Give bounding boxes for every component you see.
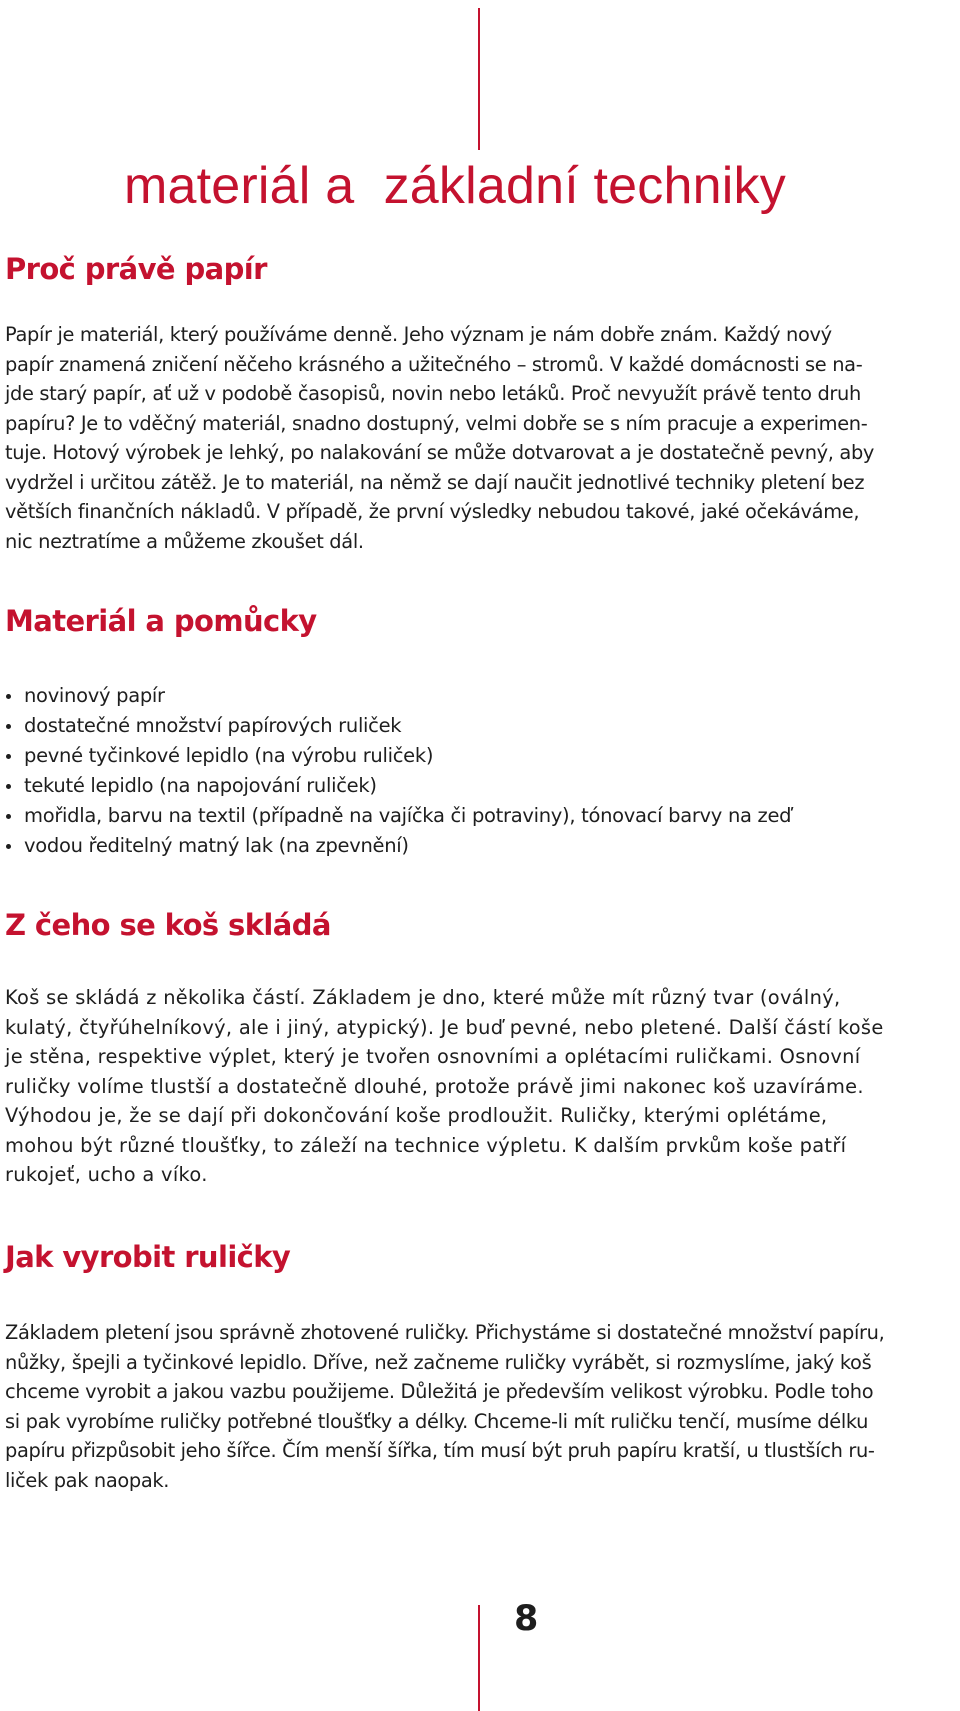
list-item-text: pevné tyčinkové lepidlo (na výrobu ruliček)	[24, 744, 434, 767]
list-item-text: vodou ředitelný matný lak (na zpevnění)	[24, 834, 409, 857]
paragraph-line: papíru? Je to vděčný materiál, snadno dostupný, velmi dobře se s ním pracuje a experimen-	[5, 411, 868, 435]
paragraph-z-ceho-se-kos-sklada	[5, 983, 960, 1190]
paragraph-line: je stěna, respektive výplet, který je tvořen osnovními a oplétacími ruličkami. Osnovní	[5, 1045, 861, 1068]
list-item-text: novinový papír	[24, 684, 165, 707]
paragraph-line: vydržel i určitou zátěž. Je to materiál, na němž se dají naučit jednotlivé techniky pletení bez	[5, 470, 865, 494]
list-item	[5, 741, 791, 771]
paragraph-line: Koš se skládá z několika částí. Základem je dno, které může mít různý tvar (oválný,	[5, 986, 841, 1009]
paragraph-line: větších finančních nákladů. V případě, že první výsledky nebudou takové, jaké očekáváme,	[5, 500, 860, 523]
section-heading-material-a-pomucky: Materiál a pomůcky	[5, 604, 317, 638]
list-item	[5, 681, 791, 711]
top-vertical-rule	[478, 8, 480, 150]
list-item-text: mořidla, barvu na textil (případně na vajíčka či potraviny), tónovací barvy na zeď	[24, 804, 792, 827]
bullet-icon	[6, 694, 11, 699]
section-heading-proc-prave-papir: Proč právě papír	[5, 252, 267, 286]
list-item	[5, 711, 791, 741]
section-heading-jak-vyrobit-rulicky: Jak vyrobit ruličky	[5, 1240, 291, 1274]
paragraph-line: kulatý, čtyřúhelníkový, ale i jiný, atypický). Je buď pevné, nebo pletené. Další částí koše	[5, 1015, 884, 1039]
paragraph-line: nic neztratíme a můžeme zkoušet dál.	[5, 529, 364, 553]
list-item-text: dostatečné množství papírových ruliček	[24, 714, 402, 737]
section-heading-z-ceho-se-kos-sklada: Z čeho se koš skládá	[5, 908, 331, 942]
bullet-icon	[6, 784, 11, 789]
paragraph-line: mohou být různé tloušťky, to záleží na technice výpletu. K dalším prvkům koše patří	[5, 1133, 847, 1157]
paragraph-line: rukojeť, ucho a víko.	[5, 1163, 208, 1186]
paragraph-line: Výhodou je, že se dají při dokončování koše prodloužit. Ruličky, kterými oplétáme,	[5, 1104, 828, 1127]
bullet-icon	[6, 814, 11, 819]
paragraph-proc-prave-papir	[5, 320, 960, 556]
list-item	[5, 801, 791, 831]
paragraph-line: chceme vyrobit a jakou vazbu použijeme. Důležitá je především velikost výrobku. Podle toho	[5, 1380, 874, 1403]
paragraph-line: si pak vyrobíme ruličky potřebné tloušťky a délky. Chceme-li mít ruličku tenčí, musíme délku	[5, 1409, 869, 1433]
paragraph-line: liček pak naopak.	[5, 1468, 170, 1492]
list-item-text: tekuté lepidlo (na napojování ruliček)	[24, 774, 377, 797]
paragraph-line: Papír je materiál, který používáme denně. Jeho význam je nám dobře znám. Každý nový	[5, 323, 832, 346]
paragraph-jak-vyrobit-rulicky	[5, 1318, 960, 1495]
list-item	[5, 831, 791, 861]
bullet-icon	[6, 724, 11, 729]
list-item	[5, 771, 791, 801]
page-number: 8	[514, 1599, 539, 1639]
paragraph-line: papír znamená zničení něčeho krásného a užitečného – stromů. V každé domácnosti se na-	[5, 352, 863, 376]
bullet-icon	[6, 844, 11, 849]
paragraph-line: jde starý papír, ať už v podobě časopisů, novin nebo letáků. Proč nevyužít právě tento druh	[5, 382, 861, 405]
bottom-vertical-rule	[478, 1605, 480, 1711]
chapter-title: materiál a základní techniky	[124, 157, 786, 215]
paragraph-line: Základem pletení jsou správně zhotovené ruličky. Přichystáme si dostatečné množství papíru,	[5, 1321, 885, 1344]
paragraph-line: ruličky volíme tlustší a dostatečně dlouhé, protože právě jimi nakonec koš uzavíráme.	[5, 1074, 864, 1098]
paragraph-line: papíru přizpůsobit jeho šířce. Čím menší šířka, tím musí být pruh papíru kratší, u tlustších ru-	[5, 1439, 875, 1462]
paragraph-line: nůžky, špejli a tyčinkové lepidlo. Dříve, než začneme ruličky vyrábět, si rozmyslíme, jaký koš	[5, 1350, 872, 1374]
bullet-icon	[6, 754, 11, 759]
paragraph-line: tuje. Hotový výrobek je lehký, po nalakování se může dotvarovat a je dostatečně pevný, aby	[5, 441, 875, 464]
materials-list	[5, 681, 791, 861]
